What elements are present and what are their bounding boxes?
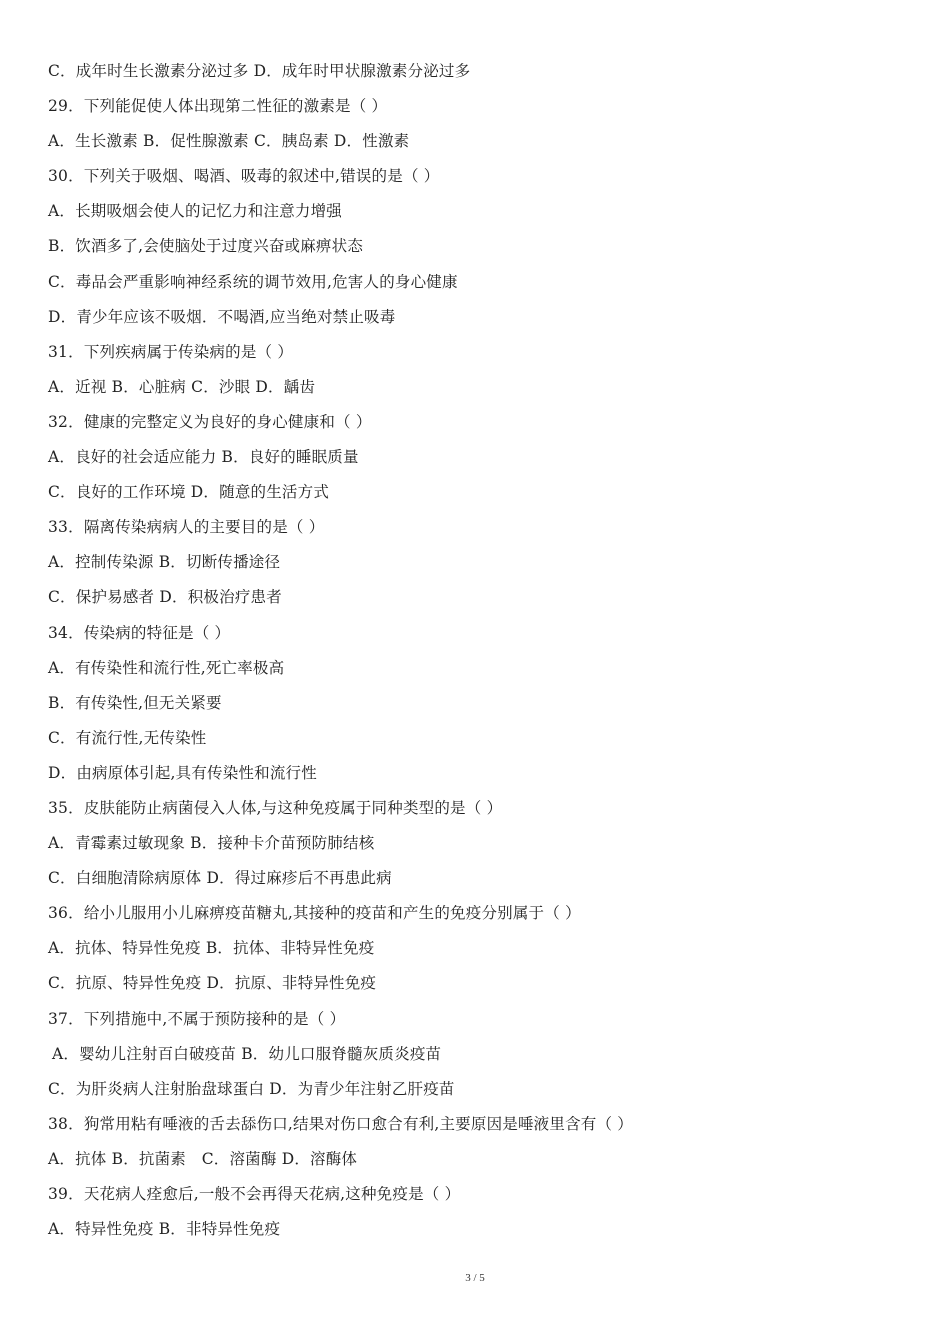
page-number: 3 / 5 xyxy=(465,1272,485,1284)
question-39: 39．天花病人痊愈后,一般不会再得天花病,这种免疫是（ ） xyxy=(48,1185,461,1203)
question-31: 31．下列疾病属于传染病的是（ ） xyxy=(48,342,294,361)
text-line: D．青少年应该不吸烟．不喝酒,应当绝对禁止吸毒 xyxy=(48,307,396,326)
text-line: A．有传染性和流行性,死亡率极高 xyxy=(48,658,285,677)
text-line: A．青霉素过敏现象 B．接种卡介苗预防肺结核 xyxy=(48,834,375,853)
question-list xyxy=(48,58,908,1251)
text-line: C．毒品会严重影响神经系统的调节效用,危害人的身心健康 xyxy=(48,272,458,291)
text-line: C．有流行性,无传染性 xyxy=(48,728,207,747)
text-line: B．饮酒多了,会使脑处于过度兴奋或麻痹状态 xyxy=(48,237,364,256)
text-line: B．有传染性,但无关紧要 xyxy=(48,693,222,712)
text-line: A．抗体 B．抗菌素 C．溶菌酶 D．溶酶体 xyxy=(48,1149,358,1168)
text-line: A．生长激素 B．促性腺激素 C．胰岛素 D．性激素 xyxy=(48,132,410,151)
text-line: A．婴幼儿注射百白破疫苗 B．幼儿口服脊髓灰质炎疫苗 xyxy=(52,1044,442,1063)
question-36: 36．给小儿服用小儿麻痹疫苗糖丸,其接种的疫苗和产生的免疫分别属于（ ） xyxy=(48,904,581,923)
text-line: C．良好的工作环境 D．随意的生活方式 xyxy=(48,483,330,502)
text-line: A．良好的社会适应能力 B．良好的睡眠质量 xyxy=(48,448,359,467)
text-line: C．成年时生长激素分泌过多 D．成年时甲状腺激素分泌过多 xyxy=(48,62,471,80)
text-line: A．特异性免疫 B．非特异性免疫 xyxy=(48,1220,281,1239)
text-line: C．保护易感者 D．积极治疗患者 xyxy=(48,588,282,607)
question-38: 38．狗常用粘有唾液的舌去舔伤口,结果对伤口愈合有利,主要原因是唾液里含有（ ） xyxy=(48,1114,634,1133)
question-35: 35．皮肤能防止病菌侵入人体,与这种免疫属于同种类型的是（ ） xyxy=(48,798,503,817)
text-line: C．为肝炎病人注射胎盘球蛋白 D．为青少年注射乙肝疫苗 xyxy=(48,1079,455,1098)
text-line: A．抗体、特异性免疫 B．抗体、非特异性免疫 xyxy=(48,939,375,958)
question-30: 30．下列关于吸烟、喝酒、吸毒的叙述中,错误的是（ ） xyxy=(48,167,440,186)
question-33: 33．隔离传染病病人的主要目的是（ ） xyxy=(48,518,325,537)
question-34: 34．传染病的特征是（ ） xyxy=(48,623,231,642)
text-line: C．白细胞清除病原体 D．得过麻疹后不再患此病 xyxy=(48,869,392,888)
text-line: D．由病原体引起,具有传染性和流行性 xyxy=(48,763,317,782)
question-29: 29．下列能促使人体出现第二性征的激素是（ ） xyxy=(48,97,388,116)
text-line: A．长期吸烟会使人的记忆力和注意力增强 xyxy=(48,202,342,221)
question-32: 32．健康的完整定义为良好的身心健康和（ ） xyxy=(48,412,372,431)
text-line: A．近视 B．心脏病 C．沙眼 D．龋齿 xyxy=(48,377,316,396)
text-line: C．抗原、特异性免疫 D．抗原、非特异性免疫 xyxy=(48,974,377,993)
question-37: 37．下列措施中,不属于预防接种的是（ ） xyxy=(48,1009,346,1028)
text-line: A．控制传染源 B．切断传播途径 xyxy=(48,553,281,572)
